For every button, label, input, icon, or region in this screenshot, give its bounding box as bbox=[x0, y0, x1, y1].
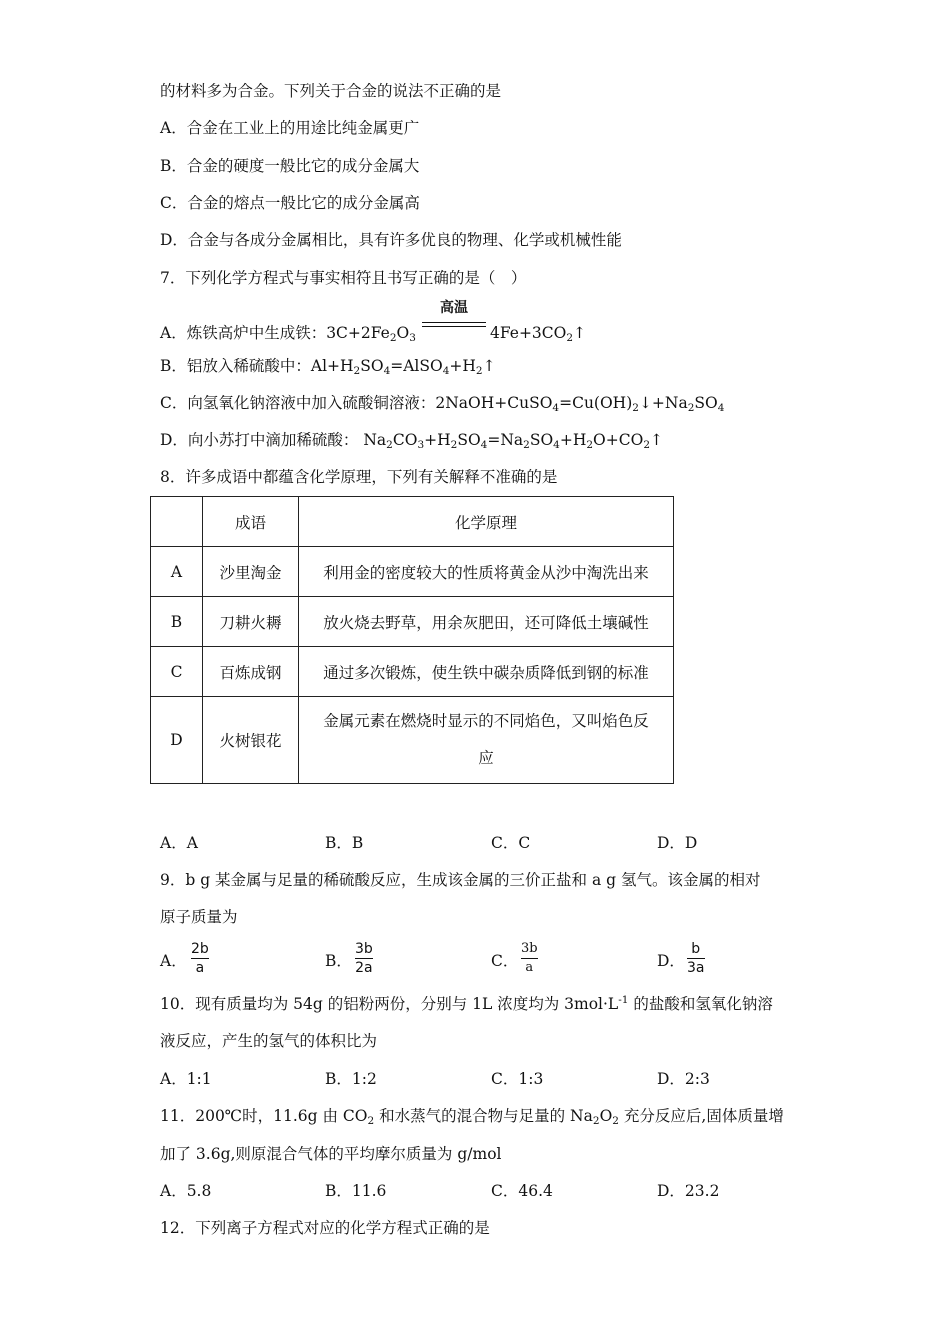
q7-option-a-products: $4Fe+3CO_2↑$ bbox=[490, 324, 587, 344]
fraction-denominator: a bbox=[521, 958, 538, 977]
q9-option-d-label: D． bbox=[657, 952, 685, 970]
q10-option-d: D．2:3 bbox=[657, 1070, 710, 1088]
q7-option-d-prefix: D．向小苏打中滴加稀硫酸： Na bbox=[160, 431, 387, 449]
q7-option-c-prefix: C．向氢氧化钠溶液中加入硫酸铜溶液：2NaOH+CuSO bbox=[160, 394, 553, 412]
q9-option-c-fraction bbox=[521, 940, 538, 977]
row-principle: 通过多次锻炼，使生铁中碳杂质降低到钢的标准 bbox=[299, 647, 674, 697]
q10-stem-part: 10．现有质量均为 54g 的铝粉两份，分别与 1L 浓度均为 3mol·L bbox=[160, 995, 619, 1013]
q9-option-d-fraction bbox=[687, 940, 705, 977]
q6-option-d: D．合金与各成分金属相比，具有许多优良的物理、化学或机械性能 bbox=[160, 231, 622, 249]
q8-option-d: D．D bbox=[657, 834, 698, 852]
q9-option-a-label: A． bbox=[160, 952, 187, 970]
q8-stem: 8．许多成语中都蕴含化学原理，下列有关解释不准确的是 bbox=[160, 468, 558, 486]
q11-stem-part: 11．200℃时，11.6g 由 CO bbox=[160, 1107, 368, 1125]
q8-option-c: C．C bbox=[491, 834, 531, 852]
row-key: B bbox=[151, 597, 203, 647]
q10-option-a: A．1:1 bbox=[160, 1070, 212, 1088]
fraction-denominator: 2a bbox=[355, 960, 373, 976]
row-idiom: 火树银花 bbox=[203, 697, 299, 784]
row-key: C bbox=[151, 647, 203, 697]
q9-option-b-fraction bbox=[355, 940, 373, 977]
q11-stem-line1: 11．200℃时，11.6g 由 $CO_2$ 和水蒸气的混合物与足量的 $Na_2O_2$ 充分反应后,固体质量增 bbox=[160, 1107, 784, 1127]
table-header-row bbox=[151, 497, 674, 547]
q8-option-a: A．A bbox=[160, 834, 198, 852]
q11-stem-part: 充分反应后,固体质量增 bbox=[618, 1107, 784, 1125]
q7-condition-bar bbox=[422, 326, 486, 327]
q7-option-a-prefix: A．炼铁高炉中生成铁：3C+2Fe bbox=[160, 324, 390, 342]
table-header-cell: 化学原理 bbox=[299, 497, 674, 547]
q6-option-a: A．合金在工业上的用途比纯金属更广 bbox=[160, 119, 420, 137]
q10-option-c: C．1:3 bbox=[491, 1070, 544, 1088]
q10-stem-part: 的盐酸和氢氧化钠溶 bbox=[628, 995, 773, 1013]
fraction-denominator: a bbox=[191, 958, 209, 977]
row-principle: 放火烧去野草，用余灰肥田，还可降低土壤碱性 bbox=[299, 597, 674, 647]
q7-stem: 7．下列化学方程式与事实相符且书写正确的是（ ） bbox=[160, 269, 527, 287]
row-principle bbox=[299, 697, 674, 784]
fraction-denominator: 3a bbox=[687, 960, 705, 976]
q7-reaction-condition bbox=[422, 300, 486, 327]
q10-stem-superscript: -1 bbox=[618, 994, 629, 1006]
q9-option-b-label: B． bbox=[325, 952, 352, 970]
q10-stem-line1 bbox=[160, 993, 773, 1015]
row-key: D bbox=[151, 697, 203, 784]
row-idiom: 百炼成钢 bbox=[203, 647, 299, 697]
q11-stem-line2: 加了 3.6g,则原混合气体的平均摩尔质量为 g/mol bbox=[160, 1145, 502, 1163]
q9-stem-line1: 9．b g 某金属与足量的稀硫酸反应，生成该金属的三价正盐和 a g 氢气。该金属的相对 bbox=[160, 871, 761, 889]
row-idiom: 沙里淘金 bbox=[203, 547, 299, 597]
fraction-numerator: b bbox=[691, 941, 701, 957]
row-principle-line: 金属元素在燃烧时显示的不同焰色，又叫焰色反 bbox=[323, 712, 649, 730]
table-row bbox=[151, 647, 674, 697]
q6-option-b: B．合金的硬度一般比它的成分金属大 bbox=[160, 157, 420, 175]
q9-option-a-fraction bbox=[191, 940, 209, 977]
table-header-cell: 成语 bbox=[203, 497, 299, 547]
q11-option-b: B．11.6 bbox=[325, 1182, 387, 1200]
q7-option-b: B．铝放入稀硫酸中：$Al+H_2SO_4=AlSO_4+H_2↑$ bbox=[160, 357, 496, 377]
q7-option-a: A．炼铁高炉中生成铁：$3C+2Fe_2O_3$ bbox=[160, 324, 416, 344]
q11-stem-part: 和水蒸气的混合物与足量的 Na bbox=[374, 1107, 593, 1125]
table-header-cell bbox=[151, 497, 203, 547]
table-row bbox=[151, 597, 674, 647]
q10-option-b: B．1:2 bbox=[325, 1070, 377, 1088]
q9-option-c-label: C． bbox=[491, 952, 519, 970]
q8-option-b: B．B bbox=[325, 834, 364, 852]
q7-condition-bar bbox=[422, 322, 486, 323]
table-row bbox=[151, 697, 674, 784]
q10-stem-line2: 液反应，产生的氢气的体积比为 bbox=[160, 1032, 378, 1050]
q6-stem-tail: 的材料多为合金。下列关于合金的说法不正确的是 bbox=[160, 82, 502, 100]
q8-table bbox=[150, 496, 674, 784]
q7-option-c: C．向氢氧化钠溶液中加入硫酸铜溶液：$2NaOH+CuSO_4=Cu(OH)_2↓+Na_2SO_4$ bbox=[160, 394, 725, 414]
q6-option-c: C．合金的熔点一般比它的成分金属高 bbox=[160, 194, 420, 212]
fraction-numerator: 2b bbox=[191, 941, 209, 957]
row-principle: 利用金的密度较大的性质将黄金从沙中淘洗出来 bbox=[299, 547, 674, 597]
q11-option-a: A．5.8 bbox=[160, 1182, 212, 1200]
fraction-numerator: 3b bbox=[521, 941, 538, 956]
row-principle-line: 应 bbox=[478, 749, 494, 767]
row-idiom: 刀耕火耨 bbox=[203, 597, 299, 647]
q11-option-c: C．46.4 bbox=[491, 1182, 553, 1200]
q7-option-b-prefix: B．铝放入稀硫酸中：Al+H bbox=[160, 357, 354, 375]
q11-option-d: D．23.2 bbox=[657, 1182, 720, 1200]
table-row bbox=[151, 547, 674, 597]
fraction-numerator: 3b bbox=[355, 941, 373, 957]
q12-stem: 12．下列离子方程式对应的化学方程式正确的是 bbox=[160, 1219, 490, 1237]
q7-option-d: D．向小苏打中滴加稀硫酸： $Na_2CO_3+H_2SO_4=Na_2SO_4+H_2O+CO_2↑$ bbox=[160, 431, 663, 451]
q9-stem-line2: 原子质量为 bbox=[160, 908, 238, 926]
q7-condition-label: 高温 bbox=[440, 300, 468, 316]
row-key: A bbox=[151, 547, 203, 597]
